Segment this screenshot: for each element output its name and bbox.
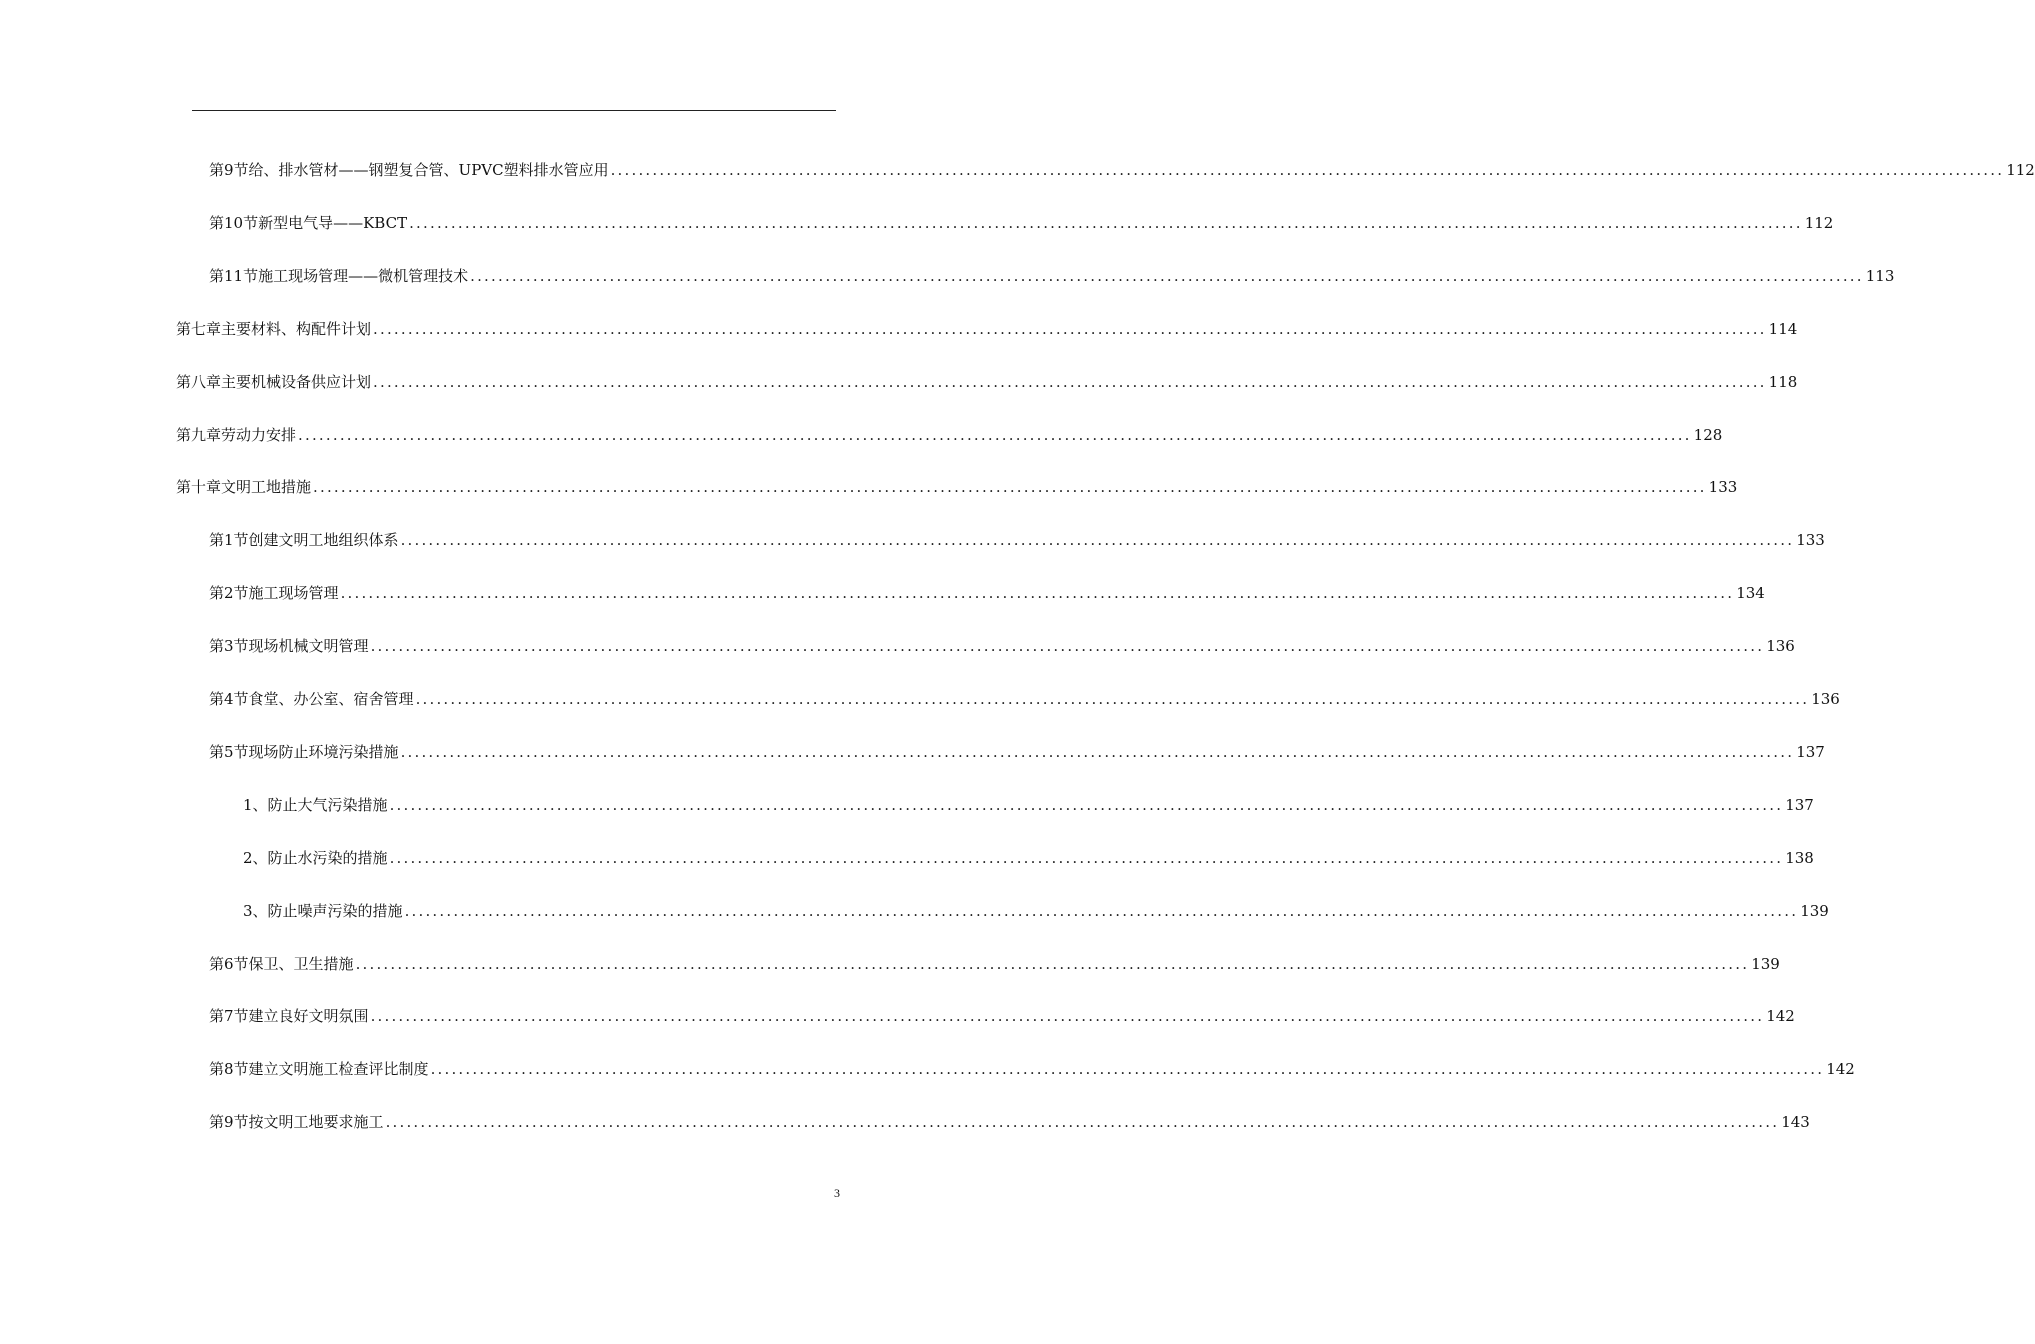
toc-entry[interactable] (209, 742, 1825, 762)
toc-entry-title: 施工现场管理——微机管理技术 (258, 266, 469, 285)
toc-entry-page: 143 (1781, 1113, 1810, 1132)
toc-dot-leader: ........................................................................................................................................................................................................ (370, 637, 1765, 656)
toc-entry-page: 133 (1796, 531, 1825, 550)
toc-entry[interactable] (209, 636, 1795, 656)
toc-entry-page: 139 (1751, 954, 1780, 973)
toc-dot-leader: ........................................................................................................................................................................................................ (389, 795, 1784, 814)
toc-entry-number: 第11节 (209, 266, 259, 285)
toc-dot-leader: ........................................................................................................................................................................................................ (415, 690, 1810, 708)
toc-entry-number: 第8节 (209, 1060, 249, 1079)
toc-entry-number: 第7节 (209, 1007, 249, 1026)
toc-entry-number: 第3节 (209, 637, 249, 656)
toc-entry-title: 保卫、卫生措施 (248, 954, 354, 973)
toc-dot-leader: ........................................................................................................................................................................................................ (409, 213, 1803, 232)
toc-entry-title: 创建文明工地组织体系 (248, 531, 399, 550)
toc-dot-leader: ........................................................................................................................................................................................................ (355, 954, 1750, 973)
toc-entry-page: 114 (1768, 319, 1798, 338)
toc-entry-page: 118 (1768, 372, 1798, 391)
toc-entry-title: 主要机械设备供应计划 (221, 372, 372, 391)
toc-entry-number: 第十章 (176, 478, 222, 497)
toc-entry-title: 食堂、办公室、宿舍管理 (248, 690, 414, 708)
toc-entry-title: 现场防止环境污染措施 (248, 742, 399, 761)
toc-entry[interactable] (176, 372, 1798, 392)
toc-dot-leader: ........................................................................................................................................................................................................ (298, 425, 1692, 444)
toc-entry-number: 第2节 (209, 584, 249, 603)
toc-entry[interactable] (176, 425, 1723, 445)
toc-entry[interactable] (209, 160, 2035, 180)
toc-entry-number: 第9节 (209, 161, 249, 179)
toc-entry-page: 134 (1736, 584, 1765, 603)
toc-entry-number: 第七章 (176, 319, 222, 338)
toc-entry-page: 138 (1785, 848, 1814, 867)
toc-dot-leader: ........................................................................................................................................................................................................ (373, 319, 1767, 338)
toc-entry-page: 136 (1811, 690, 1840, 708)
toc-dot-leader: ........................................................................................................................................................................................................ (400, 531, 1795, 550)
toc-dot-leader: ........................................................................................................................................................................................................ (385, 1113, 1780, 1132)
toc-entry-title: 按文明工地要求施工 (248, 1113, 384, 1132)
toc-entry-title: 劳动力安排 (221, 425, 297, 444)
toc-entry[interactable] (209, 1006, 1795, 1026)
toc-entry-number: 第9节 (209, 1113, 249, 1132)
toc-dot-leader: ........................................................................................................................................................................................................ (610, 161, 2005, 179)
toc-entry[interactable] (209, 954, 1780, 974)
toc-entry-page: 137 (1796, 742, 1825, 761)
toc-dot-leader: ........................................................................................................................................................................................................ (313, 478, 1707, 497)
toc-entry[interactable] (209, 1059, 1855, 1079)
toc-entry[interactable] (209, 1112, 1810, 1132)
toc-entry-title: 施工现场管理 (248, 584, 339, 603)
toc-dot-leader: ........................................................................................................................................................................................................ (470, 266, 1864, 285)
toc-entry-title: 防止水污染的措施 (267, 848, 388, 867)
toc-dot-leader: ........................................................................................................................................................................................................ (430, 1060, 1825, 1079)
toc-entry-title: 新型电气导——KBCT (258, 213, 408, 232)
toc-entry-title: 文明工地措施 (221, 478, 312, 497)
toc-entry[interactable] (243, 901, 1829, 921)
toc-entry-number: 第1节 (209, 531, 249, 550)
page-number: 3 (834, 1186, 840, 1200)
toc-entry[interactable] (176, 319, 1798, 339)
toc-entry[interactable] (176, 477, 1738, 497)
toc-entry-page: 133 (1708, 478, 1738, 497)
toc-entry-page: 128 (1693, 425, 1723, 444)
toc-entry-number: 2、 (243, 848, 268, 867)
toc-entry[interactable] (243, 795, 1814, 815)
toc-entry-number: 第九章 (176, 425, 222, 444)
toc-entry-number: 第6节 (209, 954, 249, 973)
toc-dot-leader: ........................................................................................................................................................................................................ (389, 848, 1784, 867)
toc-entry-title: 建立良好文明氛围 (248, 1007, 369, 1026)
toc-entry-title: 给、排水管材——钢塑复合管、UPVC塑料排水管应用 (248, 161, 609, 179)
toc-entry[interactable] (209, 583, 1765, 603)
toc-entry-page: 142 (1826, 1060, 1855, 1079)
toc-entry-page: 142 (1766, 1007, 1795, 1026)
toc-dot-leader: ........................................................................................................................................................................................................ (370, 1007, 1765, 1026)
toc-dot-leader: ........................................................................................................................................................................................................ (404, 901, 1799, 920)
toc-dot-leader: ........................................................................................................................................................................................................ (373, 372, 1767, 391)
toc-entry-title: 现场机械文明管理 (248, 637, 369, 656)
toc-entry-number: 第八章 (176, 372, 222, 391)
toc-entry[interactable] (209, 266, 1895, 286)
toc-entry-title: 主要材料、构配件计划 (221, 319, 372, 338)
toc-entry-number: 第5节 (209, 742, 249, 761)
toc-entry-page: 112 (1804, 213, 1834, 232)
toc-entry[interactable] (209, 213, 1834, 233)
toc-entry[interactable] (243, 848, 1814, 868)
toc-entry-title: 防止大气污染措施 (267, 795, 388, 814)
toc-entry-page: 137 (1785, 795, 1814, 814)
toc-entry-title: 防止噪声污染的措施 (267, 901, 403, 920)
toc-entry-page: 113 (1865, 266, 1895, 285)
toc-entry[interactable] (209, 530, 1825, 550)
toc-entry-number: 3、 (243, 901, 268, 920)
toc-entry-page: 112 (2006, 161, 2035, 179)
toc-entry-number: 第4节 (209, 690, 249, 708)
toc-entry-number: 第10节 (209, 213, 259, 232)
toc-entry[interactable] (209, 689, 1840, 709)
toc-entry-number: 1、 (243, 795, 268, 814)
toc-dot-leader: ........................................................................................................................................................................................................ (340, 584, 1735, 603)
toc-entry-page: 139 (1800, 901, 1829, 920)
toc-entry-page: 136 (1766, 637, 1795, 656)
toc-entry-title: 建立文明施工检查评比制度 (248, 1060, 429, 1079)
toc-dot-leader: ........................................................................................................................................................................................................ (400, 742, 1795, 761)
